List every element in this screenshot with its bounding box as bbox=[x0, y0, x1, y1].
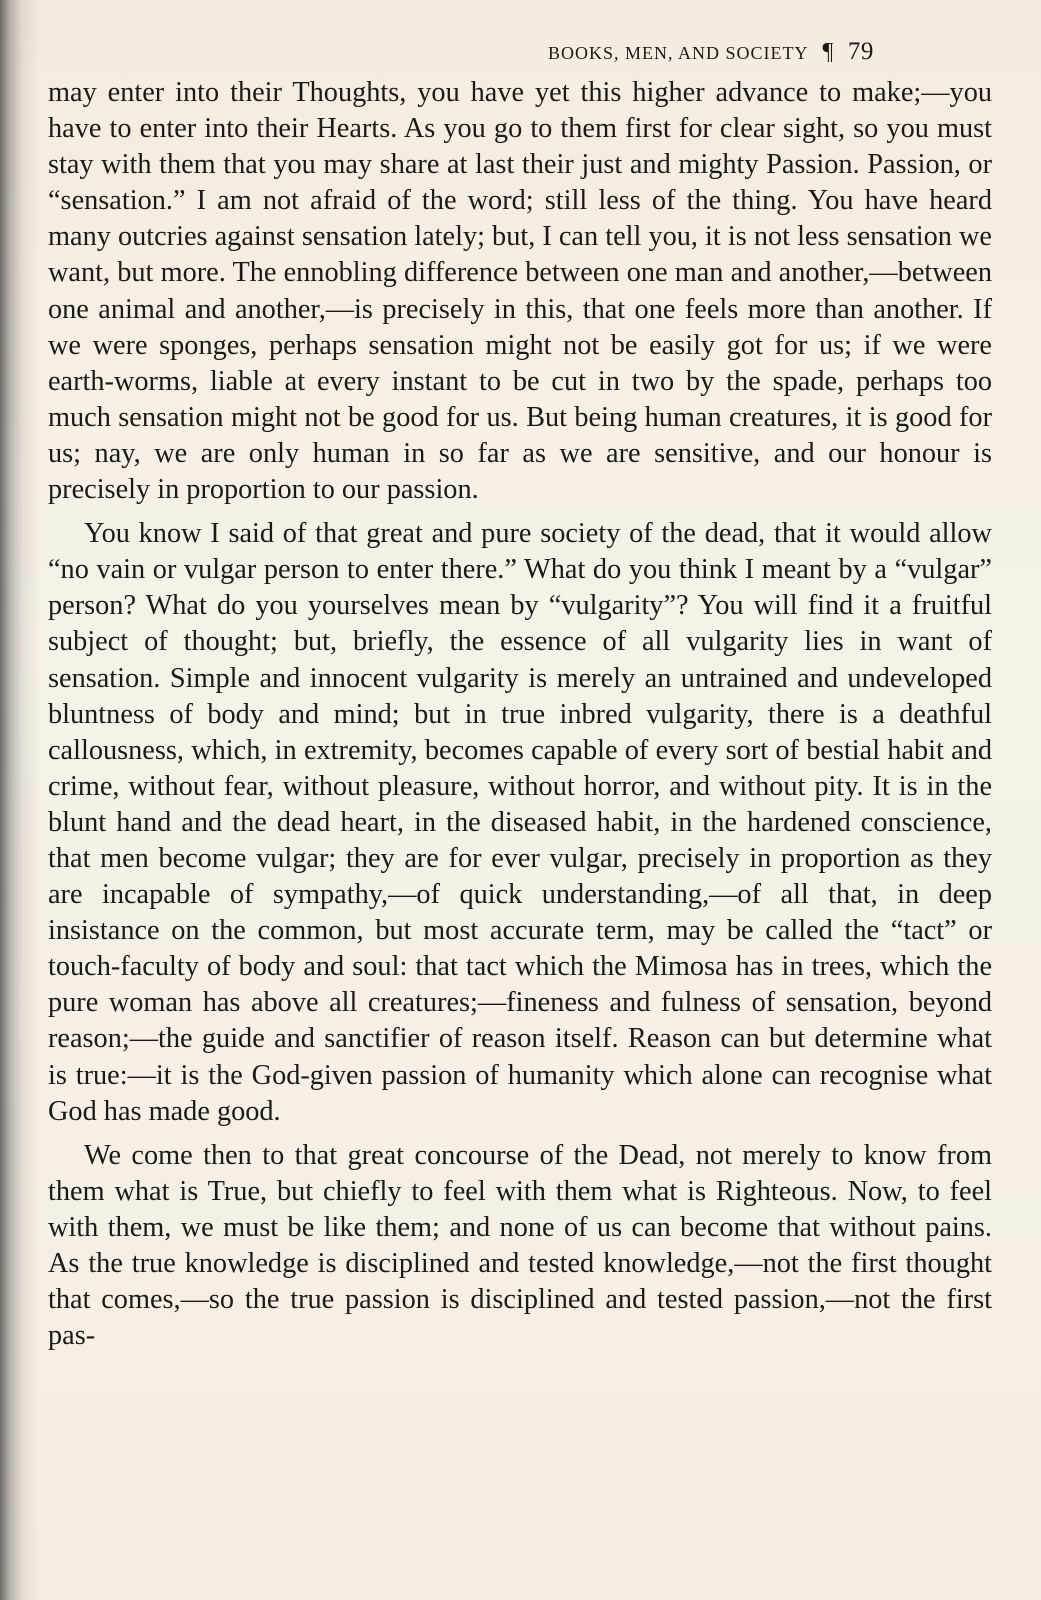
running-title: BOOKS, MEN, AND SOCIETY bbox=[548, 43, 809, 63]
pilcrow-mark: ¶ bbox=[822, 39, 834, 65]
paragraph-vulgarity: You know I said of that great and pure society of the dead, that it would allow “no vain or vulgar person to enter there.” What do you think I meant by a “vulgar” person? What do you yourselves mean by “vulgarity”? You will find it a fruitful subject of thought; but, briefly, the essence of all vulgarity lies in want of sensation. Simple and innocent vulgarity is merely an untrained and undeveloped bluntness of body and mind; but in true inbred vulgarity, there is a deathful callousness, which, in extremity, becomes capable of every sort of bestial habit and crime, without fear, without pleasure, without horror, and without pity. It is in the blunt hand and the dead heart, in the diseased habit, in the hardened conscience, that men become vulgar; they are for ever vulgar, precisely in proportion as they are incapable of sympathy,—of quick understanding,—of all that, in deep insistance on the common, but most accurate term, may be called the “tact” or touch-faculty of body and soul: that tact which the Mimosa has in trees, which the pure woman has above all creatures;—fineness and fulness of sensation, beyond reason;—the guide and sanctifier of reason itself. Reason can but determine what is true:—it is the God-given passion of humanity which alone can recognise what God has made good. bbox=[48, 518, 992, 1127]
running-header bbox=[548, 38, 988, 72]
paragraph-continued: may enter into their Thoughts, you have yet this higher advance to make;—you have to enter into their Hearts. As you go to them first for clear sight, so you must stay with them that you may share at last their just and mighty Passion. Passion, or “sensation.” I am not afraid of the word; still less of the thing. You have heard many outcries against sensation lately; but, I can tell you, it is not less sensation we want, but more. The ennobling difference between one man and another,—between one animal and another,—is precisely in this, that one feels more than another. If we were sponges, perhaps sensation might not be easily got for us; if we were earth-worms, liable at every instant to be cut in two by the spade, perhaps too much sensation might not be good for us. But being human creatures, it is good for us; nay, we are only human in so far as we are sensitive, and our honour is precisely in proportion to our passion. bbox=[48, 77, 992, 506]
body-text bbox=[48, 75, 992, 1354]
page-number: 79 bbox=[847, 38, 874, 65]
paragraph-concourse: We come then to that great concourse of the Dead, not merely to know from them what is True, but chiefly to feel with them what is Righteous. Now, to feel with them, we must be like them; and none of us can become that without pains. As the true knowledge is disciplined and tested knowledge,—not the first thought that comes,—so the true passion is disciplined and tested passion,—not the first pas- bbox=[48, 1139, 992, 1352]
